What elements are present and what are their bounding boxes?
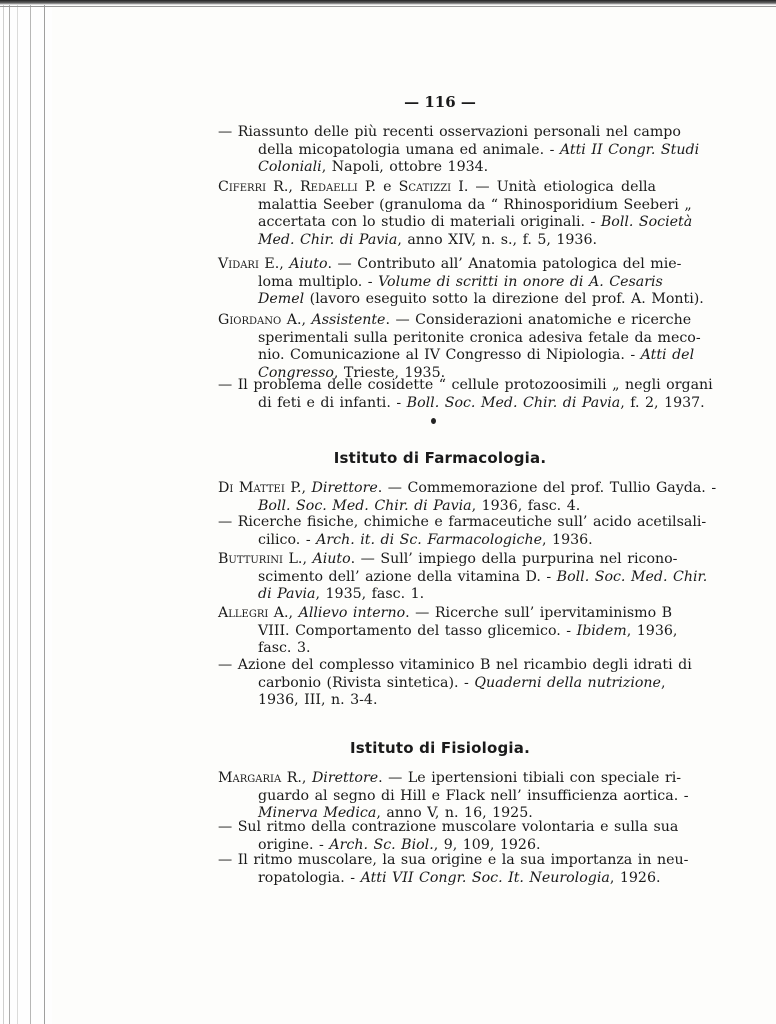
text-run: , 1936. [542, 531, 593, 548]
text-run: accertata con lo studio di materiali originali. - [258, 214, 601, 231]
text-run: P., [284, 480, 312, 496]
text-run: guardo al segno di Hill e Flack nell’ insufficienza aortica. - [258, 787, 689, 804]
author-name: Butturini [218, 551, 283, 567]
italic-text: Quaderni della nutrizione [474, 674, 661, 691]
entry-line [258, 586, 656, 604]
text-run: scimento dell’ azione della vitamina D. - [258, 568, 557, 585]
italic-text: Demel [258, 291, 305, 308]
bibliography-entry [218, 514, 707, 549]
entry-line [258, 273, 663, 292]
italic-text: Arch. it. di Sc. Farmacologiche [316, 531, 543, 548]
italic-text: Boll. Soc. Med. Chir. di Pavia [258, 497, 472, 514]
text-run: , 1936, [626, 622, 678, 639]
entry-line [258, 869, 661, 888]
text-run: I. — Unità etiologica della [451, 179, 656, 195]
bibliography-entry [218, 377, 713, 412]
entry-line [218, 514, 707, 532]
entry-line [258, 141, 700, 160]
entry-line [258, 329, 701, 348]
author-name: Margaria [218, 770, 282, 786]
italic-text: Atti II Congr. Studi [559, 141, 700, 158]
bibliography-entry [218, 819, 679, 854]
italic-text: Ibidem [576, 622, 627, 639]
entry-line [258, 159, 656, 177]
entry-line [258, 532, 656, 550]
text-run: . — Sull’ impiego della purpurina nel ricono- [350, 551, 678, 567]
text-run: fasc. 3. [258, 640, 311, 657]
text-run: cilico. - [258, 531, 317, 548]
text-run: . — Le ipertensioni tibiali con speciale ri- [378, 770, 682, 786]
text-run: , anno V, n. 16, 1925. [376, 805, 533, 822]
entry-line [218, 605, 673, 623]
text-run: R., [281, 770, 312, 786]
italic-text: Minerva Medica [258, 805, 377, 822]
entry-line [218, 377, 713, 395]
entry-line [258, 347, 695, 365]
text-run: . — Ricerche sull’ ipervitaminismo B [405, 605, 673, 621]
entry-line [218, 770, 682, 788]
entry-line [258, 787, 689, 806]
italic-text: Boll. Soc. Med. Chir. di Pavia [406, 394, 621, 411]
italic-text: Atti del [640, 347, 695, 364]
text-run: ropatologia. - [258, 869, 361, 886]
page-number: — 116 — [404, 93, 476, 111]
bibliography-entry [218, 179, 693, 250]
bibliography-entry [218, 770, 689, 823]
entry-line [258, 674, 666, 693]
italic-text: Allievo interno [298, 605, 406, 621]
text-run: loma multiplo. - [258, 273, 379, 290]
italic-text: Boll. Soc. Med. Chir. [556, 568, 708, 585]
entry-line [258, 394, 705, 413]
section-heading: Istituto di Fisiologia. [350, 739, 530, 757]
entry-line [258, 214, 693, 232]
text-run: , f. 2, 1937. [620, 394, 705, 411]
author-name: Vidari [218, 256, 259, 272]
italic-text: Med. Chir. di Pavia [258, 232, 398, 249]
entry-line [218, 819, 679, 837]
author-name: Scatizzi [398, 179, 452, 195]
text-run: , [660, 674, 666, 691]
italic-text: Coloniali [258, 159, 322, 176]
text-run: L., [283, 551, 313, 567]
author-name: Ciferri [218, 179, 267, 195]
text-run: — Ricerche fisiche, chimiche e farmaceutiche sull’ acido acetilsali- [218, 514, 707, 530]
text-run: E., [258, 256, 290, 272]
entry-line [218, 551, 678, 569]
entry-line [258, 196, 692, 215]
italic-text: Volume di scritti in onore di A. Cesaris [378, 273, 663, 290]
entry-line [218, 124, 681, 142]
text-run: . — Commemorazione del prof. Tullio Gayda. - [377, 480, 717, 496]
bibliography-entry [218, 551, 708, 604]
entry-line [258, 692, 656, 710]
text-run: nio. Comunicazione al IV Congresso di Nipiologia. - [258, 347, 641, 364]
text-run: — Azione del complesso vitaminico B nel ricambio degli idrati di [218, 657, 692, 673]
text-run: — Il ritmo muscolare, la sua origine e la sua importanza in neu- [218, 852, 689, 868]
text-run: , 9, 109, 1926. [433, 836, 541, 853]
entry-line [218, 312, 692, 330]
section-heading: Istituto di Farmacologia. [333, 449, 547, 467]
entry-line [218, 657, 692, 675]
text-run: , 1926. [609, 869, 661, 886]
entry-line [218, 480, 717, 498]
text-run: origine. - [258, 836, 330, 853]
italic-text: Congresso [258, 365, 334, 382]
text-run: carbonio (Rivista sintetica). - [258, 674, 475, 691]
italic-text: Boll. Società [600, 214, 693, 231]
bibliography-entry [218, 312, 701, 383]
entry-line [258, 640, 656, 658]
bibliography-entry [218, 256, 704, 309]
bibliography-entry [218, 480, 717, 515]
italic-text: Aiuto [312, 551, 351, 567]
text-run: — Riassunto delle più recenti osservazioni personali nel campo [218, 124, 681, 140]
entry-line [218, 256, 682, 274]
italic-text: di Pavia [258, 586, 316, 603]
text-run: A., [281, 312, 312, 328]
italic-text: Arch. Sc. Biol. [329, 836, 434, 853]
bibliography-entry [218, 124, 700, 177]
italic-text: Atti VII Congr. Soc. It. Neurologia [360, 869, 610, 886]
author-name: Redaelli [299, 179, 358, 195]
author-name: Giordano [218, 312, 282, 328]
text-run: malattia Seeber (granuloma da “ Rhinosporidium Seeberi „ [258, 196, 692, 213]
text-run: . — Contributo all’ Anatomia patologica del mie- [327, 256, 682, 272]
bibliography-entry [218, 605, 678, 658]
entry-line [218, 852, 689, 870]
bibliography-entry [218, 657, 692, 710]
scan-top-border [0, 0, 776, 5]
text-run: , Napoli, ottobre 1934. [321, 159, 489, 176]
italic-text: Aiuto [289, 256, 328, 272]
entry-line [258, 568, 708, 587]
text-run: A., [268, 605, 299, 621]
text-run: P. e [357, 179, 399, 195]
text-run: R., [266, 179, 300, 195]
text-run: — Il problema delle cosidette “ cellule protozoosimili „ negli organi [218, 377, 713, 393]
text-run: (lavoro eseguito sotto la direzione del prof. A. Monti). [304, 291, 704, 308]
text-run: VIII. Comportamento del tasso glicemico. - [258, 622, 577, 639]
entry-line [218, 179, 656, 197]
text-run: 1936, III, n. 3-4. [258, 692, 378, 709]
text-run: — Sul ritmo della contrazione muscolare volontaria e sulla sua [218, 819, 679, 835]
text-run: , anno XIV, n. s., f. 5, 1936. [397, 232, 597, 249]
text-run: , 1935, fasc. 1. [315, 586, 425, 603]
entry-line [258, 622, 678, 641]
text-run: , 1936, fasc. 4. [471, 497, 581, 514]
italic-text: Assistente [311, 312, 386, 328]
text-run: sperimentali sulla peritonite cronica adesiva fetale da meco- [258, 329, 701, 346]
entry-line [258, 498, 656, 516]
italic-text: Direttore [311, 480, 378, 496]
entry-line [258, 291, 704, 309]
scan-binding-edge [0, 0, 52, 1024]
scan-top-line [0, 6, 776, 7]
author-name: Di Mattei [218, 480, 285, 496]
italic-text: Direttore [311, 770, 379, 786]
bibliography-entry [218, 852, 689, 887]
ink-dot [431, 418, 436, 424]
text-run: di feti e di infanti. - [258, 394, 407, 411]
entry-line [258, 232, 656, 250]
author-name: Allegri [218, 605, 269, 621]
text-run: . — Considerazioni anatomiche e ricerche [385, 312, 692, 328]
text-run: , Trieste, 1935. [333, 365, 446, 382]
text-run: della micopatologia umana ed animale. - [258, 141, 560, 158]
